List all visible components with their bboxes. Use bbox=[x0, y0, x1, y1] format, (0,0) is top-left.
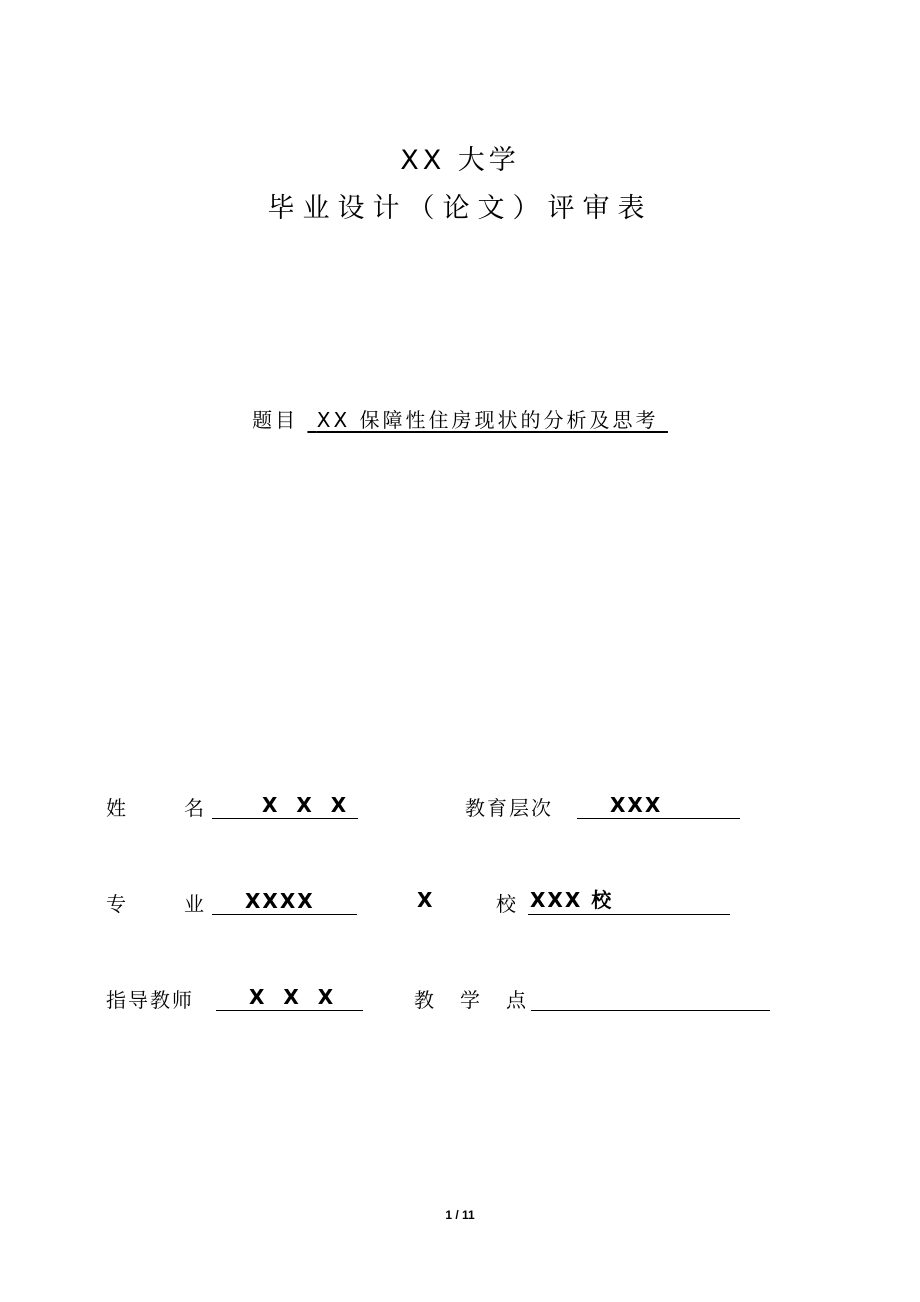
advisor-label: 指导教师 bbox=[106, 988, 194, 1012]
school-label: 校 bbox=[496, 892, 518, 916]
name-label: 姓 名 bbox=[106, 796, 206, 820]
name-field bbox=[212, 792, 358, 819]
advisor-value: X X X bbox=[249, 985, 340, 1009]
major-label: 专 业 bbox=[106, 892, 206, 916]
page-number: 1 / 11 bbox=[445, 1208, 475, 1222]
topic-value bbox=[307, 408, 667, 432]
teaching-point-label: 教 学 点 bbox=[414, 988, 528, 1012]
edu-level-value: XXX bbox=[610, 793, 663, 817]
university-name: XX 大学 bbox=[400, 145, 520, 176]
school-value: XXX 校 bbox=[530, 888, 614, 912]
topic-label: 题目 bbox=[252, 408, 299, 432]
name-value: X X X bbox=[262, 793, 353, 817]
advisor-field bbox=[216, 984, 363, 1011]
form-title: 毕业设计（论文）评审表 bbox=[267, 193, 653, 224]
row-name-edu bbox=[0, 792, 920, 822]
teaching-point-field bbox=[531, 984, 770, 1011]
school-field bbox=[528, 888, 730, 915]
major-field bbox=[212, 888, 357, 915]
major-value: XXXX bbox=[245, 889, 315, 913]
topic-text: XX 保障性住房现状的分析及思考 bbox=[316, 408, 659, 432]
edu-level-label: 教育层次 bbox=[465, 796, 553, 820]
row-advisor-point bbox=[0, 984, 920, 1014]
school-label-prefix: X bbox=[417, 888, 435, 912]
edu-level-field bbox=[577, 792, 740, 819]
row-major-school bbox=[0, 888, 920, 918]
topic-line bbox=[0, 404, 920, 433]
